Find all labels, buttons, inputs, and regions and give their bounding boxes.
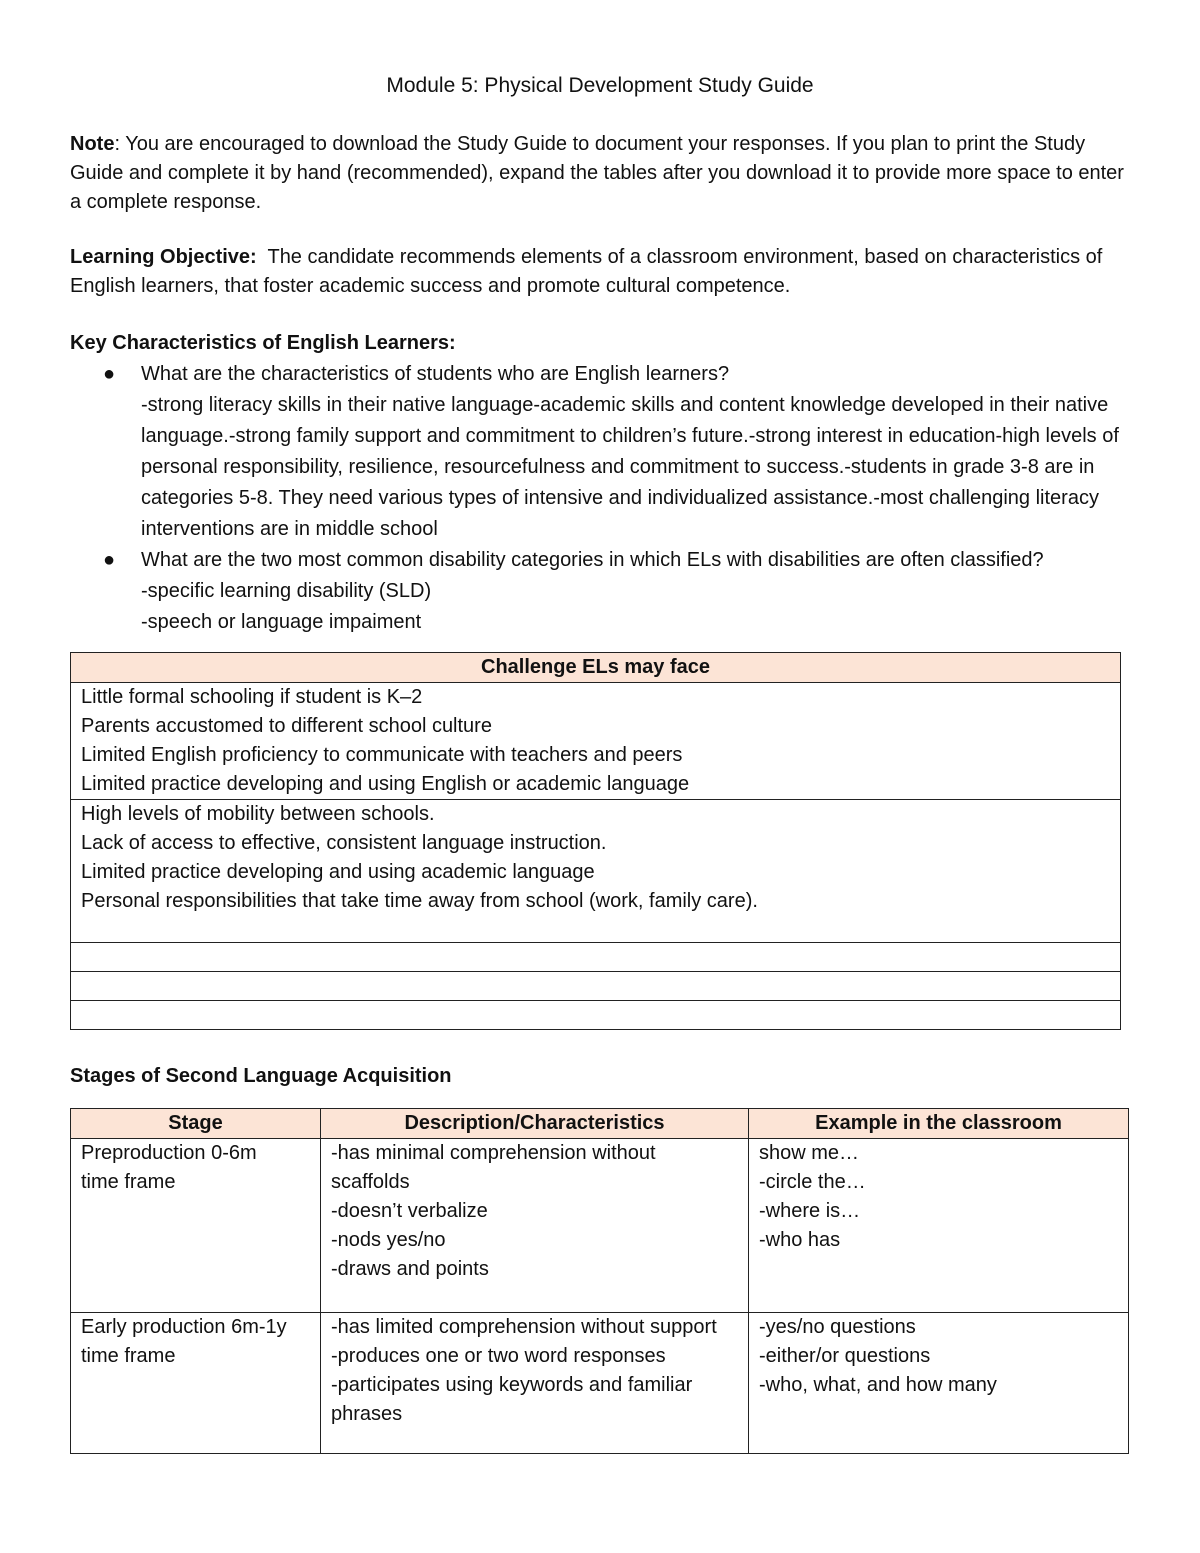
note-text: : You are encouraged to download the Study Guide to document your responses. If you plan to print the Study Guide and complete it by hand (recommended), expand the tables after you download it to provide more space to enter a complete response.: [70, 133, 1124, 213]
table-row-empty: [71, 972, 1121, 1001]
table-row-empty: [71, 943, 1121, 972]
stages-heading: Stages of Second Language Acquisition: [70, 1065, 452, 1087]
answer-text: -speech or language impaiment: [141, 611, 422, 633]
empty-cell[interactable]: [71, 943, 1121, 972]
description-cell: [321, 1313, 749, 1454]
cell-line: High levels of mobility between schools.: [81, 803, 435, 825]
key-characteristics-heading: Key Characteristics of English Learners:: [70, 332, 456, 354]
example-cell: [749, 1313, 1129, 1454]
cell-line: -produces one or two word responses: [331, 1345, 666, 1367]
cell-line: time frame: [81, 1171, 176, 1193]
table-row: [71, 1139, 1129, 1313]
bullet-icon: ●: [103, 549, 116, 571]
cell-line: -where is…: [759, 1200, 861, 1222]
cell-line: time frame: [81, 1345, 176, 1367]
table-cell: [71, 800, 1121, 943]
table-cell: [71, 683, 1121, 800]
table-row-empty: [71, 1001, 1121, 1030]
table-row: [71, 683, 1121, 800]
table-row: [71, 800, 1121, 943]
description-cell: [321, 1139, 749, 1313]
learning-objective: [70, 243, 1135, 301]
cell-line: -nods yes/no: [331, 1229, 446, 1251]
answer-text: -strong literacy skills in their native language-academic skills and content knowledge developed in their native language.-strong family support and commitment to children’s future.-strong interest in education-high levels of personal responsibility, resilience, resourcefulness and commitment to success.-students in grade 3-8 are in categories 5-8. They need various types of intensive and individualized assistance.-most challenging literacy interventions are in middle school: [141, 394, 1119, 540]
cell-line: -either/or questions: [759, 1345, 931, 1367]
cell-line: -yes/no questions: [759, 1316, 916, 1338]
answer-text: -specific learning disability (SLD): [141, 580, 432, 602]
column-header: Stage: [71, 1109, 321, 1139]
cell-line: Early production 6m-1y: [81, 1316, 287, 1338]
cell-line: -who, what, and how many: [759, 1374, 997, 1396]
empty-cell[interactable]: [71, 1001, 1121, 1030]
cell-line: -draws and points: [331, 1258, 489, 1280]
cell-line: Preproduction 0-6m: [81, 1142, 257, 1164]
column-header: Description/Characteristics: [321, 1109, 749, 1139]
question-list: [70, 359, 1135, 638]
cell-line: Personal responsibilities that take time away from school (work, family care).: [81, 890, 758, 912]
challenge-table: [70, 652, 1121, 1030]
table-header-row: [71, 1109, 1129, 1139]
stages-table: [70, 1108, 1129, 1454]
note-label: Note: [70, 133, 115, 155]
empty-cell[interactable]: [71, 972, 1121, 1001]
example-cell: [749, 1139, 1129, 1313]
cell-line: Lack of access to effective, consistent language instruction.: [81, 832, 607, 854]
cell-line: Limited practice developing and using academic language: [81, 861, 595, 883]
cell-line: -has minimal comprehension without scaffolds: [331, 1142, 656, 1193]
cell-line: -participates using keywords and familiar phrases: [331, 1374, 693, 1425]
list-item: [70, 545, 1135, 638]
column-header: Example in the classroom: [749, 1109, 1129, 1139]
cell-line: Parents accustomed to different school culture: [81, 715, 492, 737]
list-item: [70, 359, 1135, 545]
cell-line: Limited English proficiency to communicate with teachers and peers: [81, 744, 683, 766]
stage-cell: [71, 1313, 321, 1454]
cell-line: Little formal schooling if student is K–2: [81, 686, 423, 708]
bullet-icon: ●: [103, 363, 116, 385]
question-text: What are the characteristics of students who are English learners?: [141, 363, 730, 385]
column-header: Challenge ELs may face: [71, 653, 1121, 683]
cell-line: -has limited comprehension without support: [331, 1316, 717, 1338]
table-header-row: [71, 653, 1121, 683]
cell-line: show me…: [759, 1142, 860, 1164]
cell-line: -who has: [759, 1229, 841, 1251]
cell-line: Limited practice developing and using English or academic language: [81, 773, 690, 795]
cell-line: -circle the…: [759, 1171, 866, 1193]
page-title: Module 5: Physical Development Study Guide: [386, 74, 814, 97]
table-row: [71, 1313, 1129, 1454]
note-paragraph: [70, 130, 1135, 217]
stage-cell: [71, 1139, 321, 1313]
question-text: What are the two most common disability categories in which ELs with disabilities are often classified?: [141, 549, 1044, 571]
objective-label: Learning Objective:: [70, 246, 257, 268]
cell-line: -doesn’t verbalize: [331, 1200, 488, 1222]
objective-text: The candidate recommends elements of a classroom environment, based on characteristics of English learners, that foster academic success and promote cultural competence.: [70, 246, 1108, 297]
